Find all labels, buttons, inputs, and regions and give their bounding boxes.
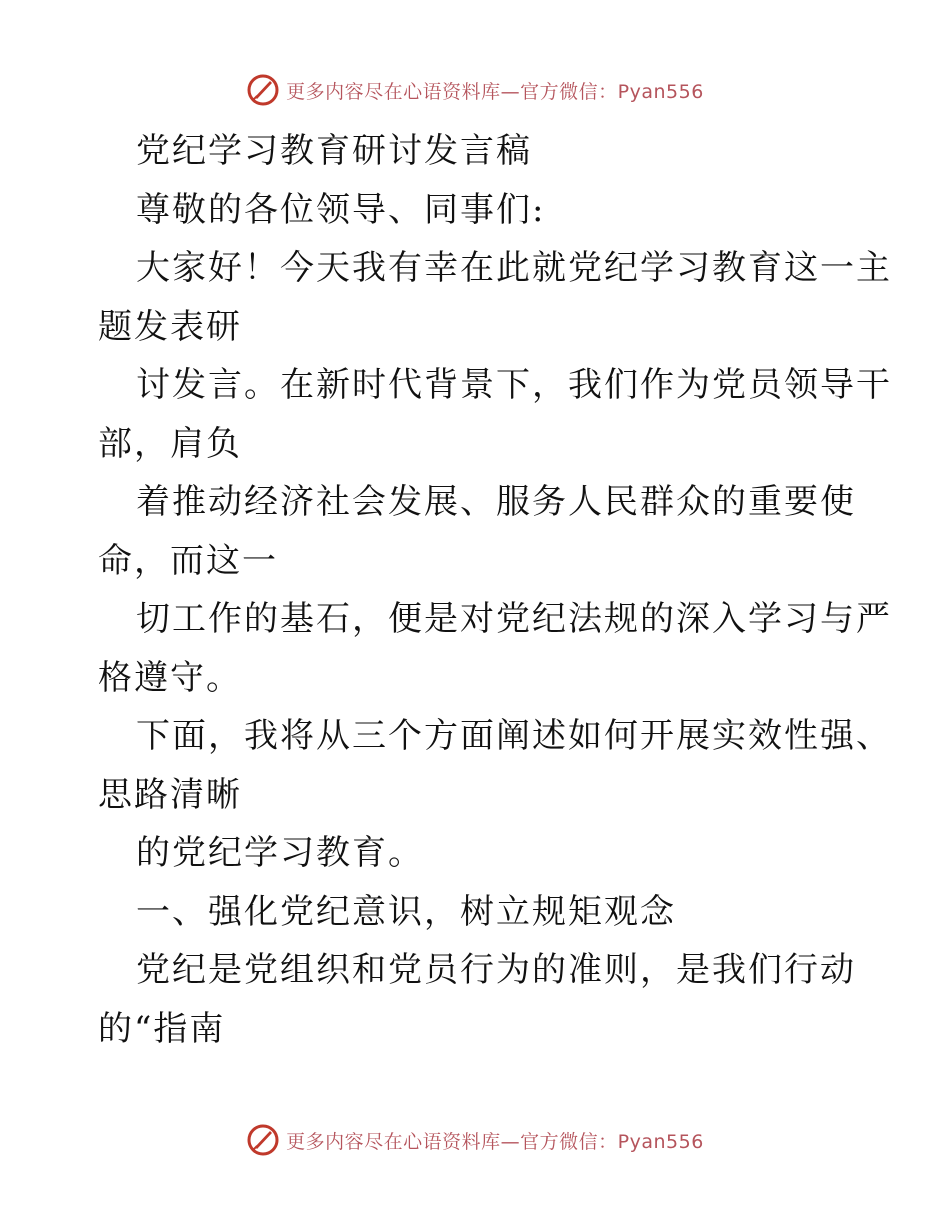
footer-banner [0,1118,950,1162]
paragraph-line: 题发表研 [98,306,242,347]
document-body [98,122,892,1058]
section-heading: 一、强化党纪意识，树立规矩观念 [136,891,676,932]
paragraph-line: 的党纪学习教育。 [136,833,424,873]
paragraph-line: 思路清晰 [98,774,242,815]
paragraph-line: 党纪是党组织和党员行为的准则，是我们行动 [136,950,856,990]
header-banner [0,68,950,112]
paragraph-line: 部，肩负 [98,423,242,464]
footer-banner-text: 更多内容尽在心语资料库—官方微信：Pyan556 [286,1130,704,1153]
document-title: 党纪学习教育研讨发言稿 [136,131,532,171]
red-quill-seal-icon [246,1123,280,1157]
paragraph-line: 着推动经济社会发展、服务人民群众的重要使 [136,482,856,522]
salutation-line: 尊敬的各位领导、同事们: [136,189,546,230]
paragraph-line: 的“指南 [98,1008,226,1049]
paragraph-line: 命，而这一 [98,540,278,581]
paragraph-line: 大家好！今天我有幸在此就党纪学习教育这一主 [136,248,892,288]
header-banner-text: 更多内容尽在心语资料库—官方微信：Pyan556 [286,80,704,103]
paragraph-line: 下面，我将从三个方面阐述如何开展实效性强、 [136,716,892,756]
red-quill-seal-icon [246,73,280,107]
paragraph-line: 切工作的基石，便是对党纪法规的深入学习与严 [136,599,892,639]
paragraph-line: 讨发言。在新时代背景下，我们作为党员领导干 [136,365,892,405]
paragraph-line: 格遵守。 [98,657,242,698]
